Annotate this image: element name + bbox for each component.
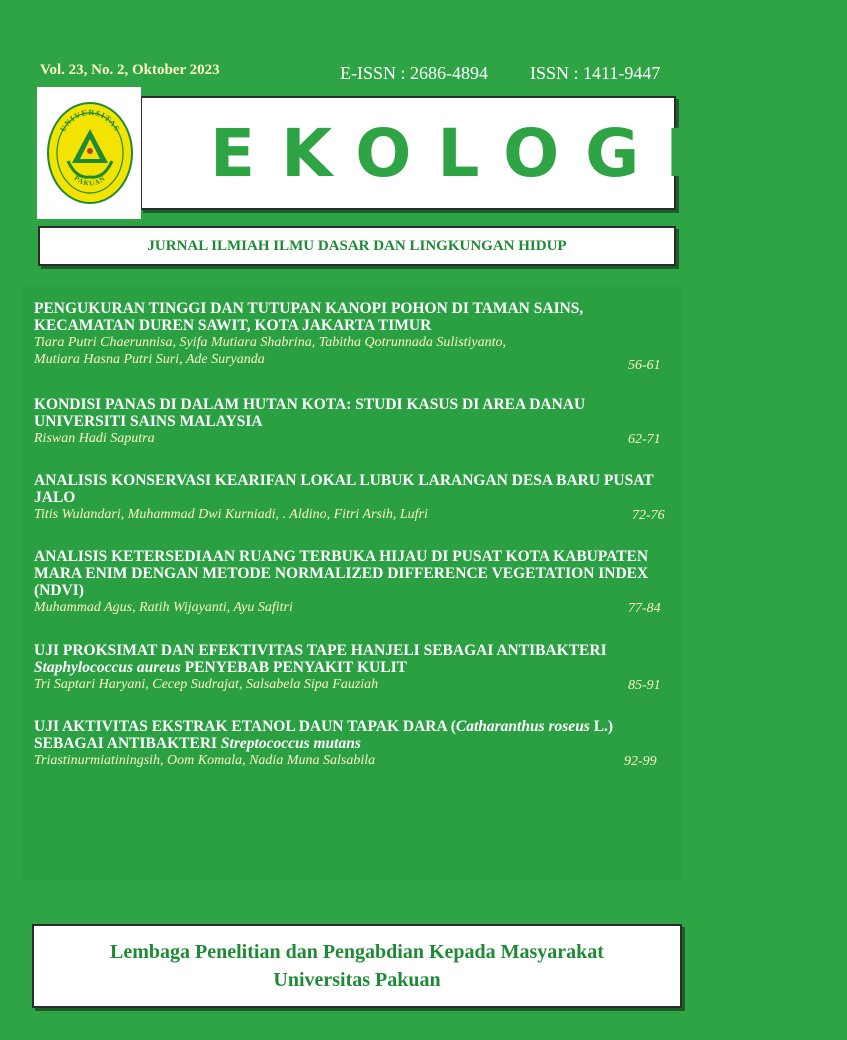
volume-info: Vol. 23, No. 2, Oktober 2023 — [40, 62, 220, 78]
article-pages: 72-76 — [632, 508, 665, 523]
article-authors: Mutiara Hasna Putri Suri, Ade Suryanda — [34, 352, 265, 367]
article-1 — [34, 300, 674, 368]
article-title-part: L.) — [589, 718, 614, 735]
article-pages: 62-71 — [628, 432, 661, 447]
university-logo — [46, 101, 134, 205]
article-authors: Riswan Hadi Saputra — [34, 431, 155, 446]
article-5 — [34, 642, 674, 693]
article-title — [34, 735, 674, 752]
article-title — [34, 718, 674, 735]
article-title: KONDISI PANAS DI DALAM HUTAN KOTA: STUDI KASUS DI AREA DANAU — [34, 396, 586, 413]
article-3 — [34, 472, 674, 523]
journal-title: EKOLOGIA: — [210, 115, 847, 192]
species-name: Streptococcus mutans — [220, 735, 361, 752]
article-authors: Muhammad Agus, Ratih Wijayanti, Ayu Safitri — [34, 600, 293, 615]
species-name: Staphylococcus aureus — [34, 659, 181, 676]
article-title: MARA ENIM DENGAN METODE NORMALIZED DIFFERENCE VEGETATION INDEX — [34, 565, 649, 582]
article-title: JALO — [34, 489, 76, 506]
issn: ISSN : 1411-9447 — [530, 63, 661, 83]
article-title: (NDVI) — [34, 582, 84, 599]
article-title-part: SEBAGAI ANTIBAKTERI — [34, 735, 221, 752]
article-pages: 92-99 — [624, 754, 657, 769]
logo-text-top: UNIVERSITAS — [58, 107, 122, 134]
publisher-name: Lembaga Penelitian dan Pengabdian Kepada Masyarakat — [110, 941, 604, 963]
article-title: UNIVERSITI SAINS MALAYSIA — [34, 413, 263, 430]
article-title-part: UJI AKTIVITAS EKSTRAK ETANOL DAUN TAPAK DARA ( — [34, 718, 456, 735]
journal-subtitle: JURNAL ILMIAH ILMU DASAR DAN LINGKUNGAN HIDUP — [147, 237, 567, 254]
article-pages: 56-61 — [628, 358, 661, 373]
article-authors: Triastinurmiatiningsih, Oom Komala, Nadia Muna Salsabila — [34, 753, 376, 768]
article-authors: Tiara Putri Chaerunnisa, Syifa Mutiara Shabrina, Tabitha Qotrunnada Sulistiyanto, — [34, 335, 507, 350]
university-name: Universitas Pakuan — [273, 969, 441, 991]
eissn: E-ISSN : 2686-4894 — [340, 63, 488, 83]
article-authors: Titis Wulandari, Muhammad Dwi Kurniadi, . Aldino, Fitri Arsih, Lufri — [34, 507, 428, 522]
logo-text-bottom: PAKUAN — [72, 174, 108, 188]
article-6 — [34, 718, 674, 769]
species-name: Catharanthus roseus — [455, 718, 590, 735]
article-title: ANALISIS KONSERVASI KEARIFAN LOKAL LUBUK LARANGAN DESA BARU PUSAT — [34, 472, 654, 489]
article-title — [34, 659, 674, 676]
article-pages: 85-91 — [628, 678, 661, 693]
article-title: PENGUKURAN TINGGI DAN TUTUPAN KANOPI POHON DI TAMAN SAINS, — [34, 300, 584, 317]
publisher-box — [32, 924, 682, 1008]
article-title-rest: PENYEBAB PENYAKIT KULIT — [180, 659, 407, 676]
article-4 — [34, 548, 674, 616]
article-title: ANALISIS KETERSEDIAAN RUANG TERBUKA HIJAU DI PUSAT KOTA KABUPATEN — [34, 548, 649, 565]
subtitle-box — [38, 226, 676, 266]
article-title: KECAMATAN DUREN SAWIT, KOTA JAKARTA TIMUR — [34, 317, 432, 334]
article-authors: Tri Saptari Haryani, Cecep Sudrajat, Salsabela Sipa Fauziah — [34, 677, 379, 692]
article-title: UJI PROKSIMAT DAN EFEKTIVITAS TAPE HANJELI SEBAGAI ANTIBAKTERI — [34, 642, 607, 659]
article-2 — [34, 396, 674, 447]
article-pages: 77-84 — [628, 601, 661, 616]
